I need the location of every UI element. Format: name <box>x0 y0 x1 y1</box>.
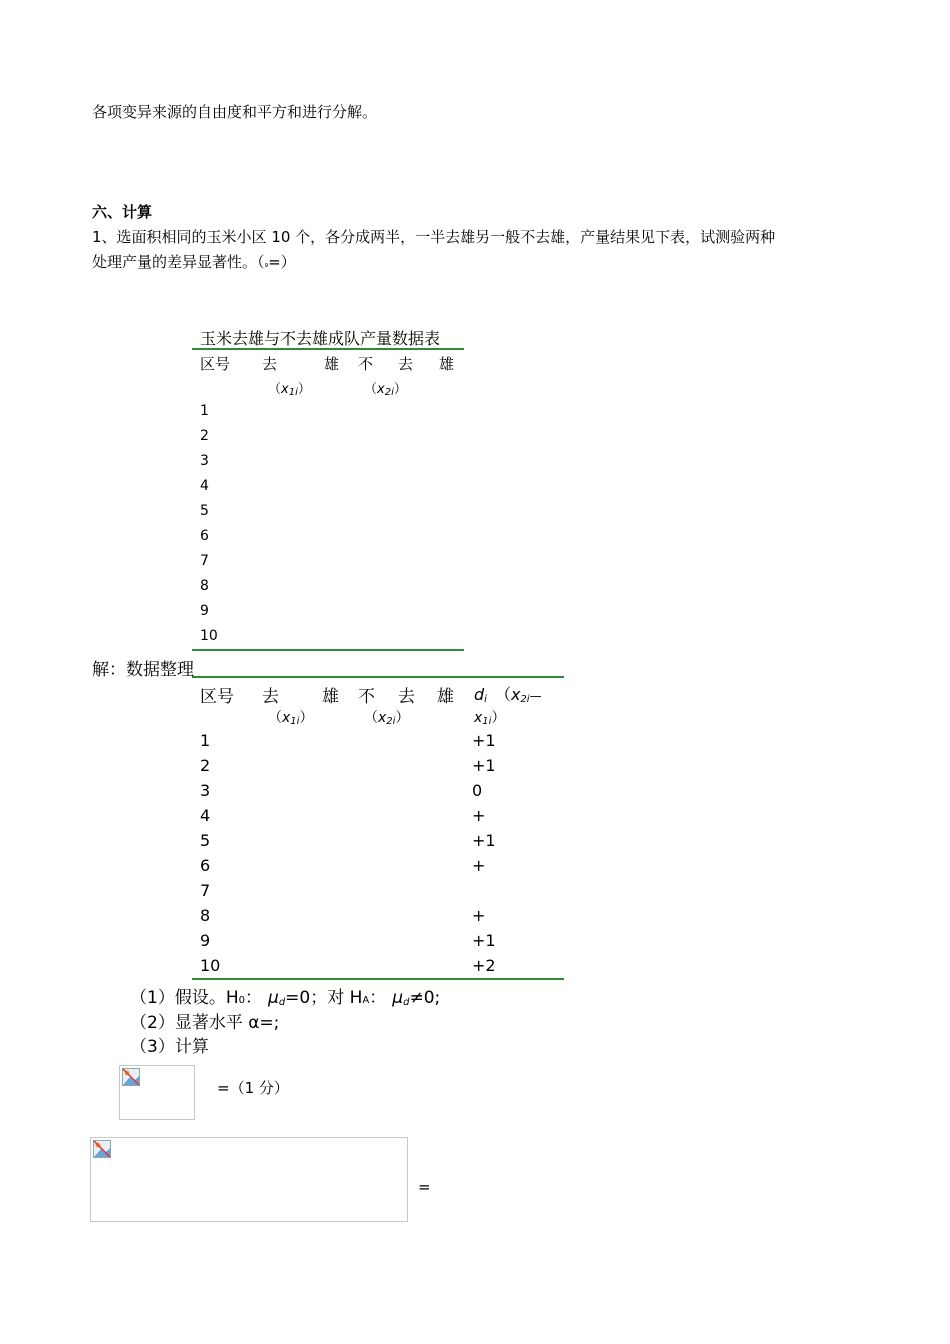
var-index: 2i <box>520 694 530 705</box>
mu-symbol: μ <box>392 988 404 1008</box>
table2-row-diff: + <box>472 806 486 825</box>
step1-text-f: ≠0; <box>409 988 441 1008</box>
table1-row-id: 2 <box>200 428 209 444</box>
section-heading: 六、计算 <box>92 203 153 221</box>
table1-top-rule <box>192 348 464 350</box>
table2-sub-x1b <box>474 707 505 727</box>
paren-open: （ <box>494 685 511 704</box>
var-x: x <box>510 685 521 704</box>
table1-sub-x1 <box>268 378 311 398</box>
table2-header-not-c: 雄 <box>437 687 454 707</box>
table1-row-id: 3 <box>200 453 209 469</box>
table2-row-diff: +2 <box>472 956 496 975</box>
table2-row-diff: + <box>472 856 486 875</box>
question-line-2-text: 处理产量的差异显著性。（ <box>92 253 265 271</box>
table2-row-diff: +1 <box>472 756 496 775</box>
table2-header-diff <box>474 682 542 705</box>
mu-subscript: d <box>278 997 286 1008</box>
ha-subscript: A <box>362 995 370 1006</box>
formula-image-1 <box>119 1065 195 1120</box>
table2-row-id: 3 <box>200 781 211 800</box>
step1-colon: ： <box>244 988 262 1008</box>
paren-close: ） <box>297 382 311 397</box>
var-index: 1i <box>288 387 298 398</box>
table1-header-not-b: 去 <box>398 355 414 373</box>
paren-close: ） <box>491 710 506 726</box>
table2-header-detasseled-b: 雄 <box>322 687 339 707</box>
table2-header-not-a: 不 <box>358 687 375 707</box>
table1-row-id: 4 <box>200 478 209 494</box>
paren-open: （ <box>268 710 282 726</box>
table2-row-diff: +1 <box>472 831 496 850</box>
question-line-2 <box>92 252 296 275</box>
table2-bottom-rule <box>192 978 564 980</box>
table2-header-plot: 区号 <box>200 687 234 707</box>
broken-image-icon <box>122 1068 140 1086</box>
step-2-significance: （2）显著水平 α=; <box>130 1013 280 1033</box>
step1-colon-2: ： <box>369 988 387 1008</box>
formula-image-2 <box>90 1137 408 1222</box>
table2-row-id: 10 <box>200 956 221 975</box>
table2-row-id: 7 <box>200 881 211 900</box>
question-line-2-end: =） <box>268 253 296 271</box>
intro-text: 各项变异来源的自由度和平方和进行分解。 <box>92 103 378 121</box>
table1-row-id: 9 <box>200 603 209 619</box>
paren-close: ） <box>395 710 410 726</box>
table2-row-diff: + <box>472 906 486 925</box>
paren-close: ） <box>299 710 314 726</box>
h0-subscript: 0 <box>238 995 245 1006</box>
step1-text-a: （1）假设。H <box>130 988 239 1008</box>
table1-title: 玉米去雄与不去雄成队产量数据表 <box>200 329 441 348</box>
table1-header-not-c: 雄 <box>439 355 455 373</box>
table1-row-id: 8 <box>200 578 209 594</box>
var-x: x <box>377 382 385 397</box>
table1-header-not-a: 不 <box>358 355 374 373</box>
table1-bottom-rule <box>192 649 464 651</box>
paren-close: ） <box>393 382 407 397</box>
broken-image-icon <box>93 1140 111 1158</box>
step1-text-c: =0；对 H <box>285 988 363 1008</box>
table2-row-diff: 0 <box>472 781 483 800</box>
alpha-symbol: ₉ <box>264 260 269 270</box>
table1-row-id: 6 <box>200 528 209 544</box>
var-index: 2i <box>384 387 394 398</box>
table1-row-id: 10 <box>200 628 218 644</box>
table2-top-rule <box>192 676 564 678</box>
table1-row-id: 5 <box>200 503 209 519</box>
table1-header-detasseled-b: 雄 <box>324 355 340 373</box>
var-index: i <box>484 694 487 705</box>
var-index: 1i <box>290 716 300 727</box>
paren-open: （ <box>268 382 282 397</box>
solution-label: 解：数据整理 <box>92 660 194 680</box>
table1-header-plot: 区号 <box>200 355 231 373</box>
table2-row-id: 4 <box>200 806 211 825</box>
table2-header-not-b: 去 <box>398 687 415 707</box>
var-x: x <box>378 710 387 726</box>
var-x: x <box>282 710 291 726</box>
table2-row-diff: +1 <box>472 731 496 750</box>
minus-dash: — <box>529 689 542 703</box>
var-x: x <box>474 710 483 726</box>
table2-row-id: 1 <box>200 731 211 750</box>
table1-row-id: 1 <box>200 403 209 419</box>
paren-open: （ <box>364 710 378 726</box>
table1-row-id: 7 <box>200 553 209 569</box>
table2-row-id: 8 <box>200 906 211 925</box>
table2-row-id: 5 <box>200 831 211 850</box>
table2-sub-x1 <box>268 707 313 727</box>
table2-sub-x2 <box>364 707 409 727</box>
paren-open: （ <box>364 382 378 397</box>
table2-row-diff: +1 <box>472 931 496 950</box>
formula-1-tail: =（1 分） <box>217 1079 289 1097</box>
table2-header-detasseled-a: 去 <box>262 687 279 707</box>
var-x: x <box>281 382 289 397</box>
table2-row-id: 2 <box>200 756 211 775</box>
step-3-calculate: （3）计算 <box>130 1037 209 1057</box>
mu-subscript: d <box>403 997 410 1008</box>
table1-sub-x2 <box>364 378 407 398</box>
table2-row-id: 9 <box>200 931 211 950</box>
var-index: 2i <box>386 716 396 727</box>
var-d: d <box>474 685 485 704</box>
table1-header-detasseled-a: 去 <box>262 355 278 373</box>
table2-row-id: 6 <box>200 856 211 875</box>
var-index: 1i <box>482 716 492 727</box>
question-line-1: 1、选面积相同的玉米小区 10 个，各分成两半，一半去雄另一般不去雄，产量结果见下表，试测验两种 <box>92 228 776 246</box>
formula-2-tail: = <box>418 1178 431 1196</box>
step-1-hypothesis <box>130 983 440 1008</box>
mu-symbol: μ <box>267 988 279 1008</box>
